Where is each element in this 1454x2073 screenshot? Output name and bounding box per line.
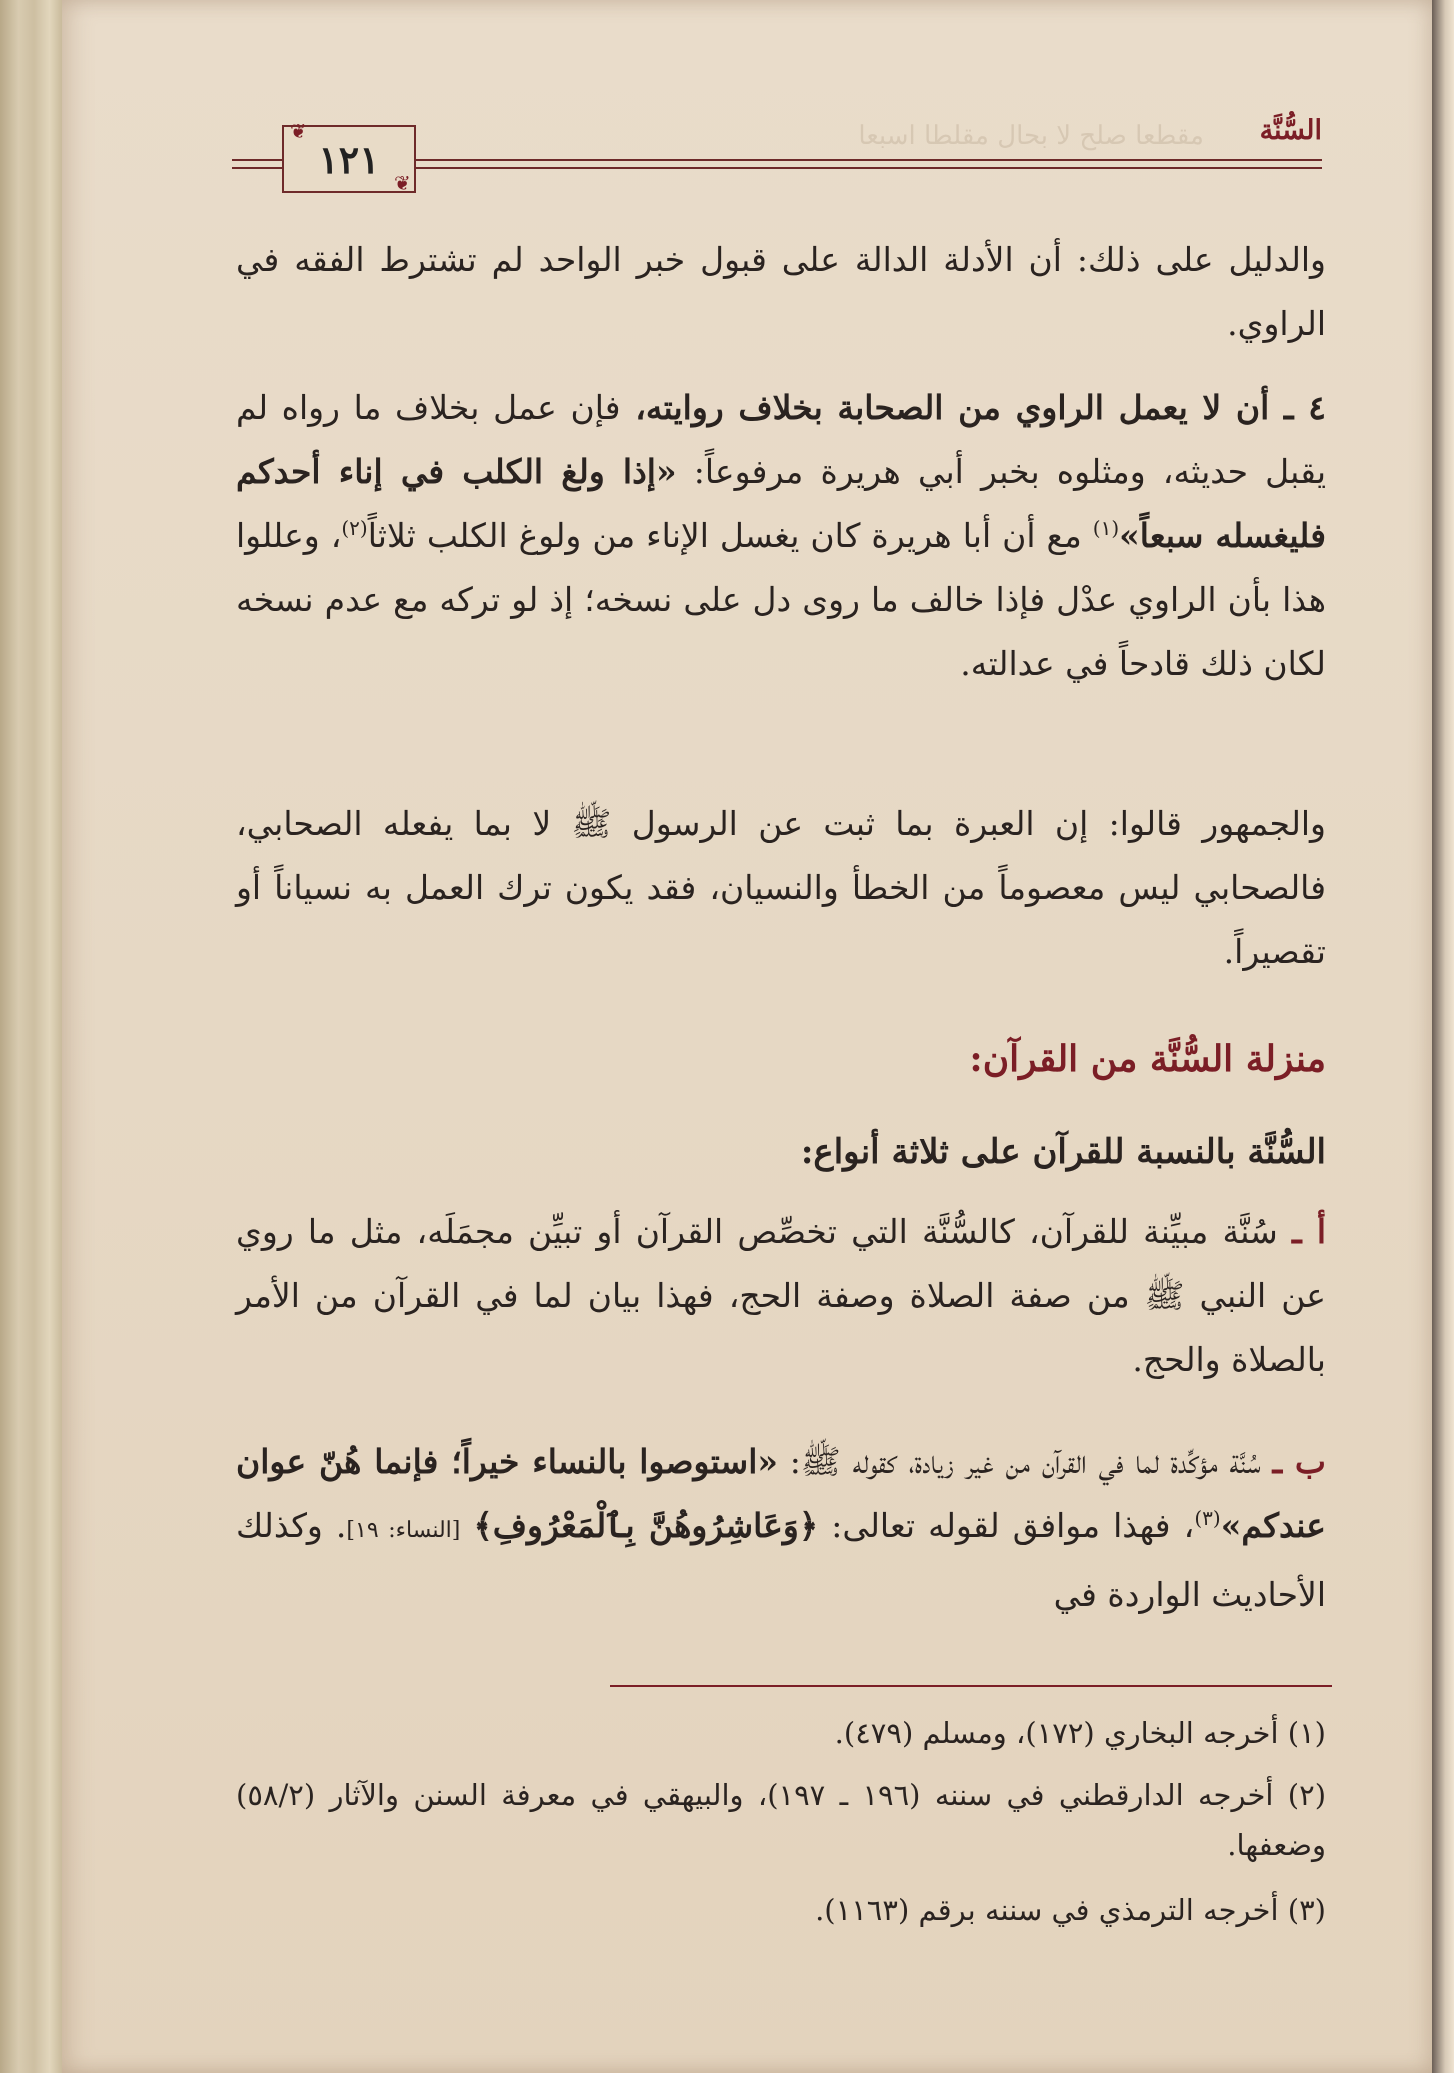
hadith-quote: «إذا ولغ الكلب في إناء أحدكم فليغسله سبعاً» — [236, 452, 1326, 555]
page-right-edge — [1432, 0, 1454, 2073]
footnote-ref: (١) — [1092, 516, 1120, 540]
quran-verse: ﴿وَعَاشِرُوهُنَّ بِٱلْمَعْرُوفِ﴾ — [473, 1506, 819, 1545]
footnote-ref: (٣) — [1194, 1506, 1221, 1530]
ornament-icon: ❦ — [394, 171, 411, 195]
adjacent-page-edges — [0, 0, 62, 2073]
footnote-divider — [610, 1685, 1332, 1687]
page-number: ١٢١ — [282, 125, 416, 193]
paragraph-3: والجمهور قالوا: إن العبرة بما ثبت عن الرسول ﷺ لا بما يفعله الصحابي، فالصحابي ليس معصوماً من الخطأ والنسيان، فقد يكون ترك العمل به نسياناً أو تقصيراً. — [236, 804, 1326, 971]
condition-heading: ٤ ـ أن لا يعمل الراوي من الصحابة بخلاف روايته، — [620, 388, 1326, 427]
sub-heading: السُّنَّة بالنسبة للقرآن على ثلاثة أنواع: — [800, 1132, 1326, 1172]
paragraph-2: ٤ ـ أن لا يعمل الراوي من الصحابة بخلاف روايته، فإن عمل بخلاف ما رواه لم يقبل حديثه، ومثلوه بخبر أبي هريرة مرفوعاً: «إذا ولغ الكلب في إناء أحدكم فليغسله سبعاً»$^{(١)}$ مع أن أبا هريرة كان يغسل الإناء من ولوغ الكلب ثلاثاً$^{(٢)}$، وعللوا هذا بأن الراوي عدْل فإذا خالف ما روى دل على نسخه؛ إذ لو تركه مع عدم نسخه لكان ذلك قادحاً في عدالته. — [236, 388, 1327, 683]
page-header — [232, 115, 1322, 195]
verse-reference: [النساء: ١٩] — [346, 1518, 461, 1543]
running-title: السُّنَّة — [1259, 115, 1322, 146]
list-item: أ ـ سُنَّة مبيِّنة للقرآن، كالسُّنَّة التي تخصِّص القرآن أو تبيِّن مجمَلَه، مثل ما روي عن النبي ﷺ من صفة الصلاة وصفة الحج، فهذا بيان لما في القرآن من الأمر بالصلاة والحج. — [236, 1212, 1327, 1379]
ornament-icon: ❦ — [290, 119, 307, 143]
list-item: ب ـ سُنَّة مؤكِّدة لما في القرآن من غير زيادة، كقوله ﷺ: «استوصوا بالنساء خيراً؛ فإنما هُنّ عوان عندكم»$^{(٣)}$، فهذا موافق لقوله تعالى: ﴿وَعَاشِرُوهُنَّ بِٱلْمَعْرُوفِ﴾ [النساء: ١٩]. وكذلك الأحاديث الواردة في — [236, 1442, 1327, 1614]
paragraph-1: والدليل على ذلك: أن الأدلة الدالة على قبول خبر الواحد لم تشترط الفقه في الراوي. — [236, 240, 1326, 343]
footnote: (٣) أخرجه الترمذي في سننه برقم (١١٦٣). — [815, 1893, 1326, 1927]
item-label: أ ـ — [1292, 1212, 1327, 1251]
item-label: ب ـ — [1272, 1442, 1327, 1481]
footnote: (٢) أخرجه الدارقطني في سننه (١٩٦ ـ ١٩٧)، والبيهقي في معرفة السنن والآثار (٥٨/٢) وضعفها. — [236, 1778, 1327, 1862]
footnote: (١) أخرجه البخاري (١٧٢)، ومسلم (٤٧٩). — [834, 1716, 1326, 1750]
hadith-quote: «استوصوا بالنساء خيراً؛ فإنما هُنّ عوان عندكم» — [236, 1442, 1326, 1545]
section-heading: منزلة السُّنَّة من القرآن: — [969, 1038, 1326, 1080]
bleed-through-text: مقطعا صلح لا بحال مقلطا اسبعا — [858, 121, 1204, 151]
footnote-ref: (٢) — [341, 516, 368, 540]
